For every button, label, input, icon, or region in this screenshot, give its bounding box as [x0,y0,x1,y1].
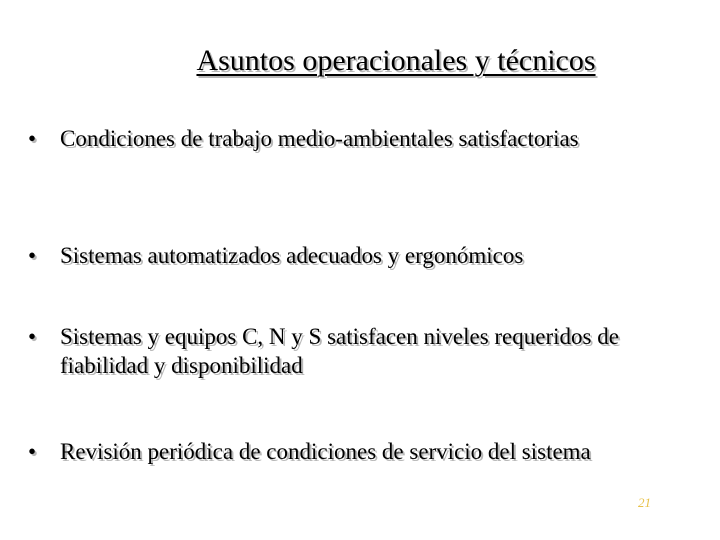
bullet-item [28,437,591,466]
bullet-text: Sistemas automatizados adecuados y ergonómicos [60,243,524,268]
bullet-item [28,322,678,380]
bullet-item [28,241,523,270]
bullet-icon: • [28,324,37,349]
bullet-item [28,124,579,153]
bullet-icon: • [28,126,37,151]
bullet-text: Sistemas y equipos C, N y S satisfacen niveles requeridos de fiabilidad y disponibilidad [60,324,619,378]
bullet-icon: • [28,243,37,268]
bullet-text: Condiciones de trabajo medio-ambientales satisfactorias [60,126,579,151]
slide-title: Asuntos operacionales y técnicos [196,44,596,77]
bullet-text: Revisión periódica de condiciones de servicio del sistema [60,439,591,464]
bullet-icon: • [28,439,37,464]
page-number: 21 [638,495,651,510]
